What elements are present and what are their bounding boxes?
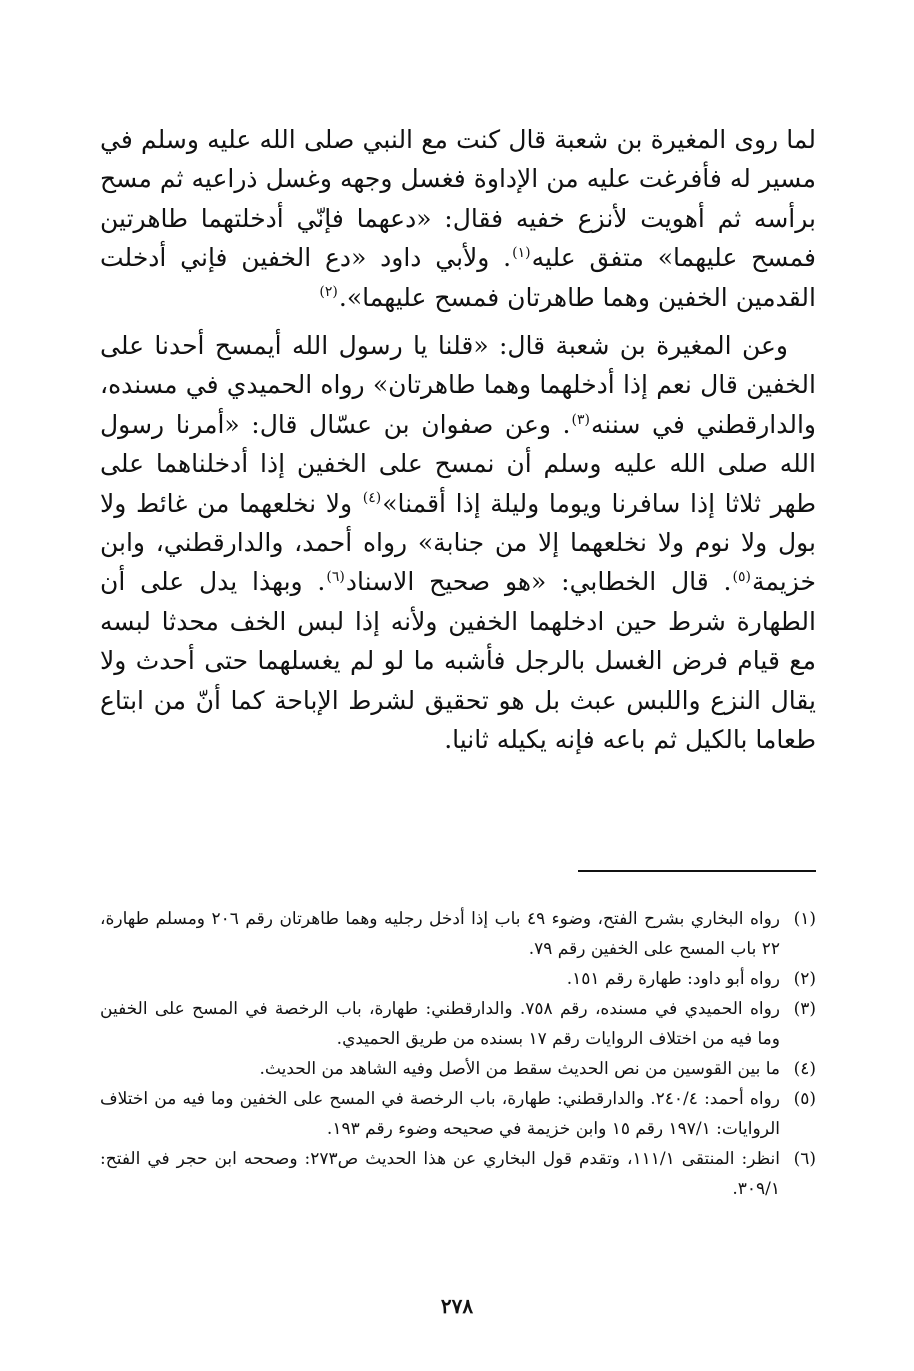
- footnote: [100, 1084, 816, 1144]
- paragraph-text: لما روى المغيرة بن شعبة قال كنت مع النبي صلى الله عليه وسلم في مسير له فأفرغت عليه من الإداوة فغسل وجهه وغسل ذراعيه ثم مسح برأسه ثم أهويت لأنزع خفيه فقال: «دعهما فإنّي أدخلتهما طاهرتين فمسح عليهما» متفق عليه: [100, 125, 816, 273]
- footnote-number: (١): [793, 909, 816, 929]
- footnote: [100, 1054, 816, 1084]
- footnote-separator: [578, 870, 816, 872]
- footnote-text: رواه أبو داود: طهارة رقم ١٥١.: [566, 969, 780, 989]
- paragraph-text: . قال الخطابي: «هو صحيح الاسناد: [345, 567, 732, 597]
- footnote-text: ما بين القوسين من نص الحديث سقط من الأصل وفيه الشاهد من الحديث.: [259, 1059, 780, 1079]
- paragraph-text: . وعن صفوان بن عسّال قال: «أمرنا رسول الله صلى الله عليه وسلم أن نمسح على الخفين إذا أدخلناهما على طهر ثلاثا إذا سافرنا ويوما وليلة إذا أقمنا»: [100, 409, 816, 518]
- footnote-number: (٥): [793, 1089, 816, 1109]
- footnotes-list: [100, 904, 816, 1204]
- footnote-reference[interactable]: (١): [512, 244, 531, 261]
- footnote-number: (٣): [793, 999, 816, 1019]
- footnote-number: (٦): [793, 1149, 816, 1169]
- footnote-text: رواه أحمد: ٢٤٠/٤. والدارقطني: طهارة، باب الرخصة في المسح على الخفين وما فيه من اختلاف الروايات: ١٩٧/١ رقم ١٥ وابن خزيمة في صحيحه وضوء رقم ١٩٣.: [100, 1089, 780, 1139]
- footnote-reference[interactable]: (٢): [319, 284, 338, 301]
- paragraph: [100, 120, 816, 317]
- paragraph: [100, 326, 816, 759]
- footnote: [100, 994, 816, 1054]
- footnote-number: (٢): [793, 969, 816, 989]
- footnote-number: (٤): [793, 1059, 816, 1079]
- page-number: ٢٧٨: [440, 1294, 474, 1318]
- paragraph-text: ولا نخلعهما من غائط ولا بول ولا نوم ولا نخلعهما إلا من جنابة» رواه أحمد، والدارقطني، وابن خزيمة: [100, 488, 817, 597]
- main-text: [100, 120, 816, 760]
- footnote-text: رواه البخاري بشرح الفتح، وضوء ٤٩ باب إذا أدخل رجليه وهما طاهرتان رقم ٢٠٦ ومسلم طهارة، ٢٢ باب المسح على الخفين رقم ٧٩.: [100, 909, 780, 959]
- paragraph-text: . وبهذا يدل على أن الطهارة شرط حين ادخلهما الخفين ولأنه إذا لبس الخف محدثا لبسه مع قيام فرض الغسل بالرجل فأشبه ما لو لم يغسلهما حتى أحدث ولا يقال النزع واللبس عبث بل هو تحقيق لشرط الإباحة كما أنّ من ابتاع طعاما بالكيل ثم باعه فإنه يكيله ثانيا.: [100, 567, 816, 755]
- footnote: [100, 1144, 816, 1204]
- paragraph-text: . ولأبي داود «دع الخفين فإني أدخلت القدمين الخفين وهما طاهرتان فمسح عليهما».: [100, 243, 816, 312]
- footnote-reference[interactable]: (٦): [326, 569, 345, 586]
- footnote-reference[interactable]: (٥): [732, 569, 751, 586]
- footnote: [100, 964, 816, 994]
- footnote-reference[interactable]: (٣): [571, 411, 590, 428]
- paragraph-text: وعن المغيرة بن شعبة قال: «قلنا يا رسول الله أيمسح أحدنا على الخفين قال نعم إذا أدخلهما وهما طاهرتان» رواه الحميدي في مسنده، والدارقطني في سننه: [100, 331, 816, 439]
- footnote-text: انظر: المنتقى ١١١/١، وتقدم قول البخاري عن هذا الحديث ص٢٧٣: وصححه ابن حجر في الفتح: ٣٠٩/١.: [100, 1149, 781, 1199]
- footnote-reference[interactable]: (٤): [362, 490, 382, 507]
- footnote-text: رواه الحميدي في مسنده، رقم ٧٥٨. والدارقطني: طهارة، باب الرخصة في المسح على الخفين وما فيه من اختلاف الروايات رقم ١٧ بسنده من طريق الحميدي.: [100, 999, 780, 1049]
- footnote: [100, 904, 816, 964]
